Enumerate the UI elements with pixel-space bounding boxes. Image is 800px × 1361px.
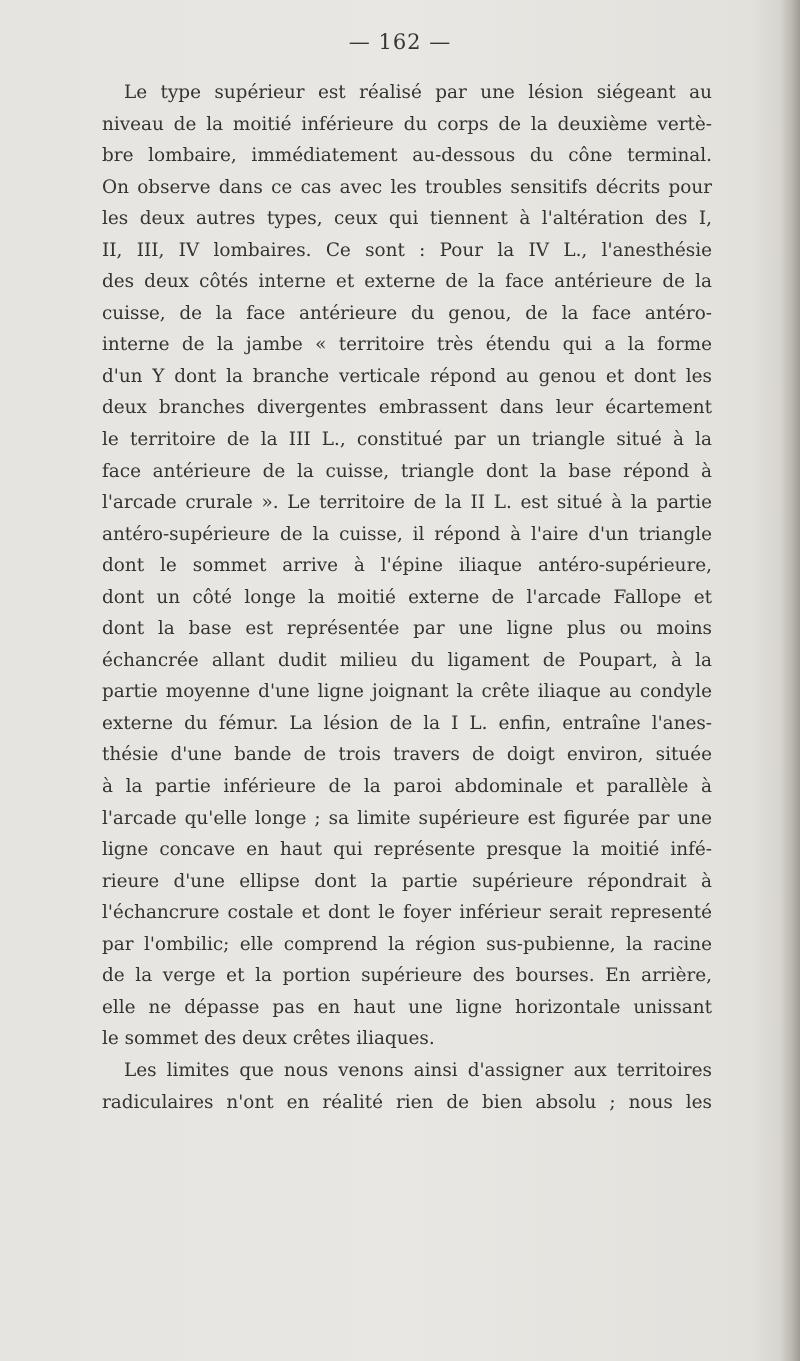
text-line: Les limites que nous venons ainsi d'assigner aux territoires	[124, 1059, 712, 1081]
text-line: Le type supérieur est réalisé par une lésion siégeant au	[124, 82, 712, 103]
text-line: face antérieure de la cuisse, triangle dont la base répond à	[102, 460, 712, 482]
text-line: le territoire de la III L., constitué par un triangle situé à la	[102, 429, 712, 451]
text-line: partie moyenne d'une ligne joignant la crête iliaque au condyle	[102, 681, 712, 703]
text-line: antéro-supérieure de la cuisse, il répond à l'aire d'un triangle	[102, 523, 712, 545]
text-line: les deux autres types, ceux qui tiennent à l'altération des I,	[102, 208, 712, 230]
text-line: de la verge et la portion supérieure des bourses. En arrière,	[102, 965, 712, 987]
text-line: dont un côté longe la moitié externe de l'arcade Fallope et	[102, 586, 712, 608]
text-line: dont le sommet arrive à l'épine iliaque antéro-supérieure,	[102, 555, 712, 577]
text-line: par l'ombilic; elle comprend la région sus-pubienne, la racine	[102, 933, 712, 955]
page-edge-shadow	[780, 0, 800, 1361]
text-line: externe du fémur. La lésion de la I L. enfin, entraîne l'anes-	[102, 712, 712, 734]
text-line: à la partie inférieure de la paroi abdominale et parallèle à	[102, 776, 712, 798]
text-line: cuisse, de la face antérieure du genou, de la face antéro-	[102, 302, 712, 324]
text-line: radiculaires n'ont en réalité rien de bien absolu ; nous les	[102, 1091, 712, 1113]
text-line: l'échancrure costale et dont le foyer inférieur serait representé	[102, 902, 712, 924]
text-line: dont la base est représentée par une ligne plus ou moins	[102, 618, 712, 640]
text-line: interne de la jambe « territoire très étendu qui a la forme	[102, 334, 712, 356]
text-line: le sommet des deux crêtes iliaques.	[102, 1028, 435, 1050]
text-line: bre lombaire, immédiatement au-dessous du cône terminal.	[102, 145, 712, 167]
text-line: elle ne dépasse pas en haut une ligne horizontale unissant	[102, 996, 712, 1018]
text-line: l'arcade qu'elle longe ; sa limite supérieure est figurée par une	[102, 807, 712, 829]
text-line: On observe dans ce cas avec les troubles sensitifs décrits pour	[102, 176, 712, 198]
text-line: rieure d'une ellipse dont la partie supérieure répondrait à	[102, 870, 712, 892]
text-line: échancrée allant dudit milieu du ligament de Poupart, à la	[102, 649, 712, 671]
text-line: des deux côtés interne et externe de la face antérieure de la	[102, 271, 712, 293]
body-text	[102, 77, 712, 1118]
text-line: ligne concave en haut qui représente presque la moitié infé-	[102, 839, 712, 861]
text-line: thésie d'une bande de trois travers de doigt environ, située	[102, 744, 712, 766]
text-line: d'un Y dont la branche verticale répond au genou et dont les	[102, 365, 712, 387]
text-line: l'arcade crurale ». Le territoire de la II L. est situé à la partie	[102, 492, 712, 514]
text-line: deux branches divergentes embrassent dans leur écartement	[102, 397, 712, 419]
text-line: niveau de la moitié inférieure du corps de la deuxième vertè-	[102, 113, 712, 135]
text-line: II, III, IV lombaires. Ce sont : Pour la IV L., l'anesthésie	[102, 239, 712, 261]
page-number: — 162 —	[348, 30, 452, 54]
